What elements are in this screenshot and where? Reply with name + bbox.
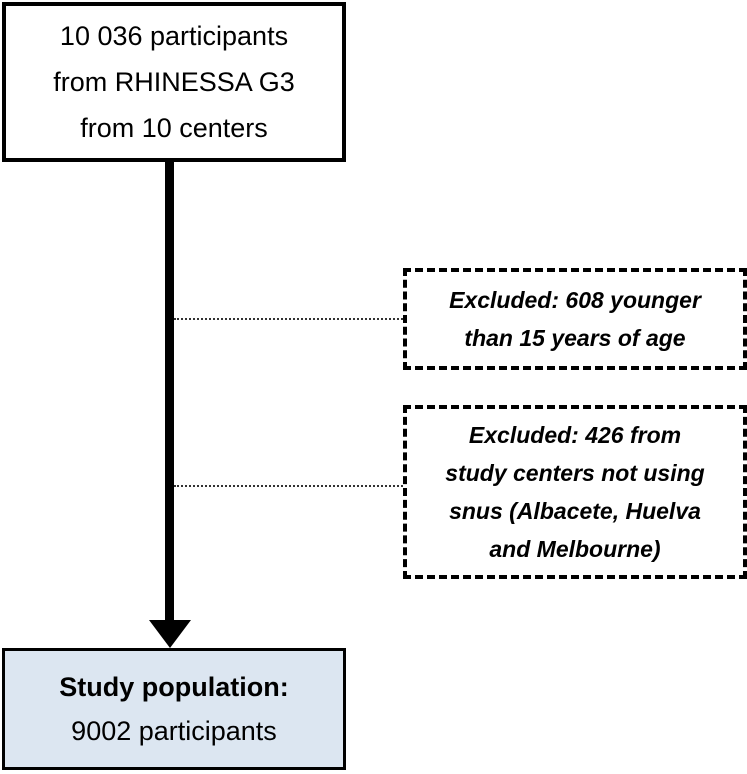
connector-line-exclusion-2	[174, 485, 403, 487]
exclusion-2-line-4: and Melbourne)	[489, 536, 661, 562]
exclusion-node-age	[403, 268, 747, 370]
exclusion-2-line-1: Excluded: 426 from	[468, 422, 682, 448]
connector-line-exclusion-1	[174, 318, 403, 320]
bottom-node-study-population	[2, 648, 346, 770]
flow-arrow-head-icon	[149, 620, 191, 648]
exclusion-1-line-2: than 15 years of age	[464, 325, 686, 351]
bottom-node-line-2: 9002 participants	[71, 716, 277, 746]
top-node-total-participants	[2, 2, 346, 162]
top-node-line-1: 10 036 participants	[59, 21, 289, 51]
top-node-line-3: from 10 centers	[80, 113, 268, 143]
exclusion-1-line-1: Excluded: 608 younger	[449, 287, 701, 313]
bottom-node-line-1: Study population:	[59, 672, 289, 702]
top-node-line-2: from RHINESSA G3	[53, 67, 295, 97]
exclusion-2-line-2: study centers not using	[445, 460, 705, 486]
flow-arrow-shaft	[165, 162, 174, 628]
exclusion-2-line-3: snus (Albacete, Huelva	[449, 498, 701, 524]
exclusion-node-centers	[403, 405, 747, 579]
